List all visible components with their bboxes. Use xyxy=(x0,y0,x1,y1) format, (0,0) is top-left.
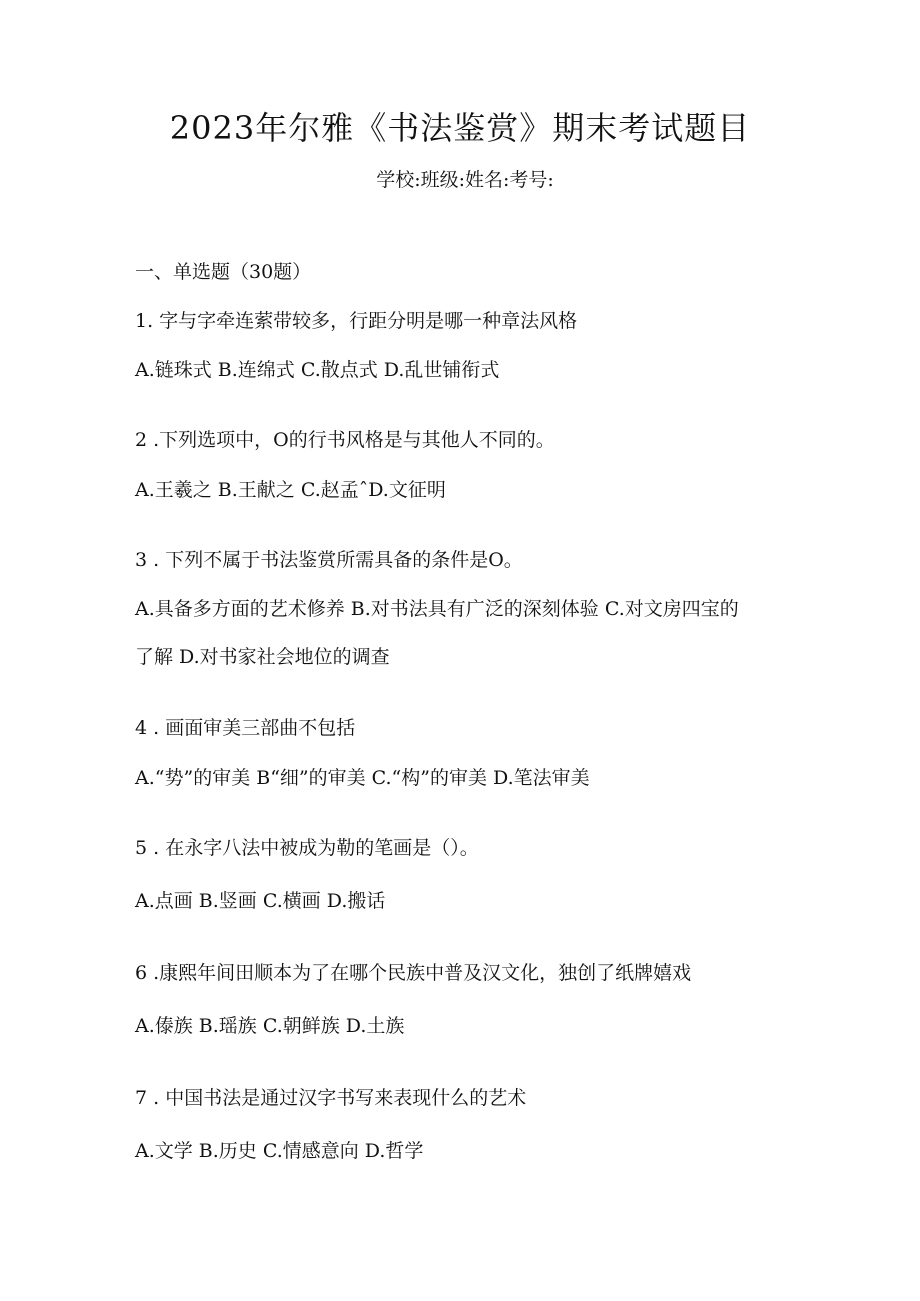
question-3-options-line-2: 了解 D.对书家社会地位的调查 xyxy=(135,646,390,668)
question-text: . 画面审美三部曲不包括 xyxy=(147,717,356,739)
question-number: 3 xyxy=(135,549,148,571)
question-number: 2 xyxy=(135,429,148,451)
question-5-options: A.点画 B.竖画 C.横画 D.搬话 xyxy=(135,890,386,912)
question-1-options: A.链珠式 B.连绵式 C.散点式 D.乱世铺衔式 xyxy=(135,359,500,381)
question-7-stem xyxy=(135,1084,785,1112)
question-6-stem xyxy=(135,959,785,987)
question-text: .康熙年间田顺本为了在哪个民族中普及汉文化，独创了纸牌嬉戏 xyxy=(147,962,692,984)
question-number: 1 xyxy=(135,310,148,332)
question-text: . 中国书法是通过汉字书写来表现什么的艺术 xyxy=(147,1087,527,1109)
question-7-options: A.文学 B.历史 C.情感意向 D.哲学 xyxy=(135,1140,424,1162)
question-text: . 字与字牵连萦带较多，行距分明是哪一种章法风格 xyxy=(147,310,578,332)
question-2-stem xyxy=(135,426,785,454)
page-title: 2023年尔雅《书法鉴赏》期末考试题目 xyxy=(169,109,751,147)
question-6-options: A.傣族 B.瑶族 C.朝鲜族 D.土族 xyxy=(135,1015,405,1037)
question-3-stem xyxy=(135,546,785,574)
question-number: 7 xyxy=(135,1087,148,1109)
question-5-stem xyxy=(135,834,785,862)
question-number: 5 xyxy=(135,837,148,859)
question-4-options: A.“势”的审美 B“细”的审美 C.“构”的审美 D.笔法审美 xyxy=(135,767,590,789)
question-text: . 下列不属于书法鉴赏所需具备的条件是O。 xyxy=(147,549,523,571)
student-info-line: 学校:班级:姓名:考号: xyxy=(376,169,554,191)
question-number: 6 xyxy=(135,962,148,984)
question-1-stem xyxy=(135,307,785,335)
question-text: .下列选项中，O的行书风格是与其他人不同的。 xyxy=(147,429,555,451)
question-text: . 在永字八法中被成为勒的笔画是（）。 xyxy=(147,837,479,859)
question-number: 4 xyxy=(135,717,148,739)
question-4-stem xyxy=(135,714,785,742)
question-3-options-line-1: A.具备多方面的艺术修养 B.对书法具有广泛的深刻体验 C.对文房四宝的 xyxy=(135,598,739,620)
question-2-options: A.王羲之 B.王献之 C.赵孟ˆD.文征明 xyxy=(135,479,446,501)
section-heading: 一、单选题（30题） xyxy=(135,261,312,283)
